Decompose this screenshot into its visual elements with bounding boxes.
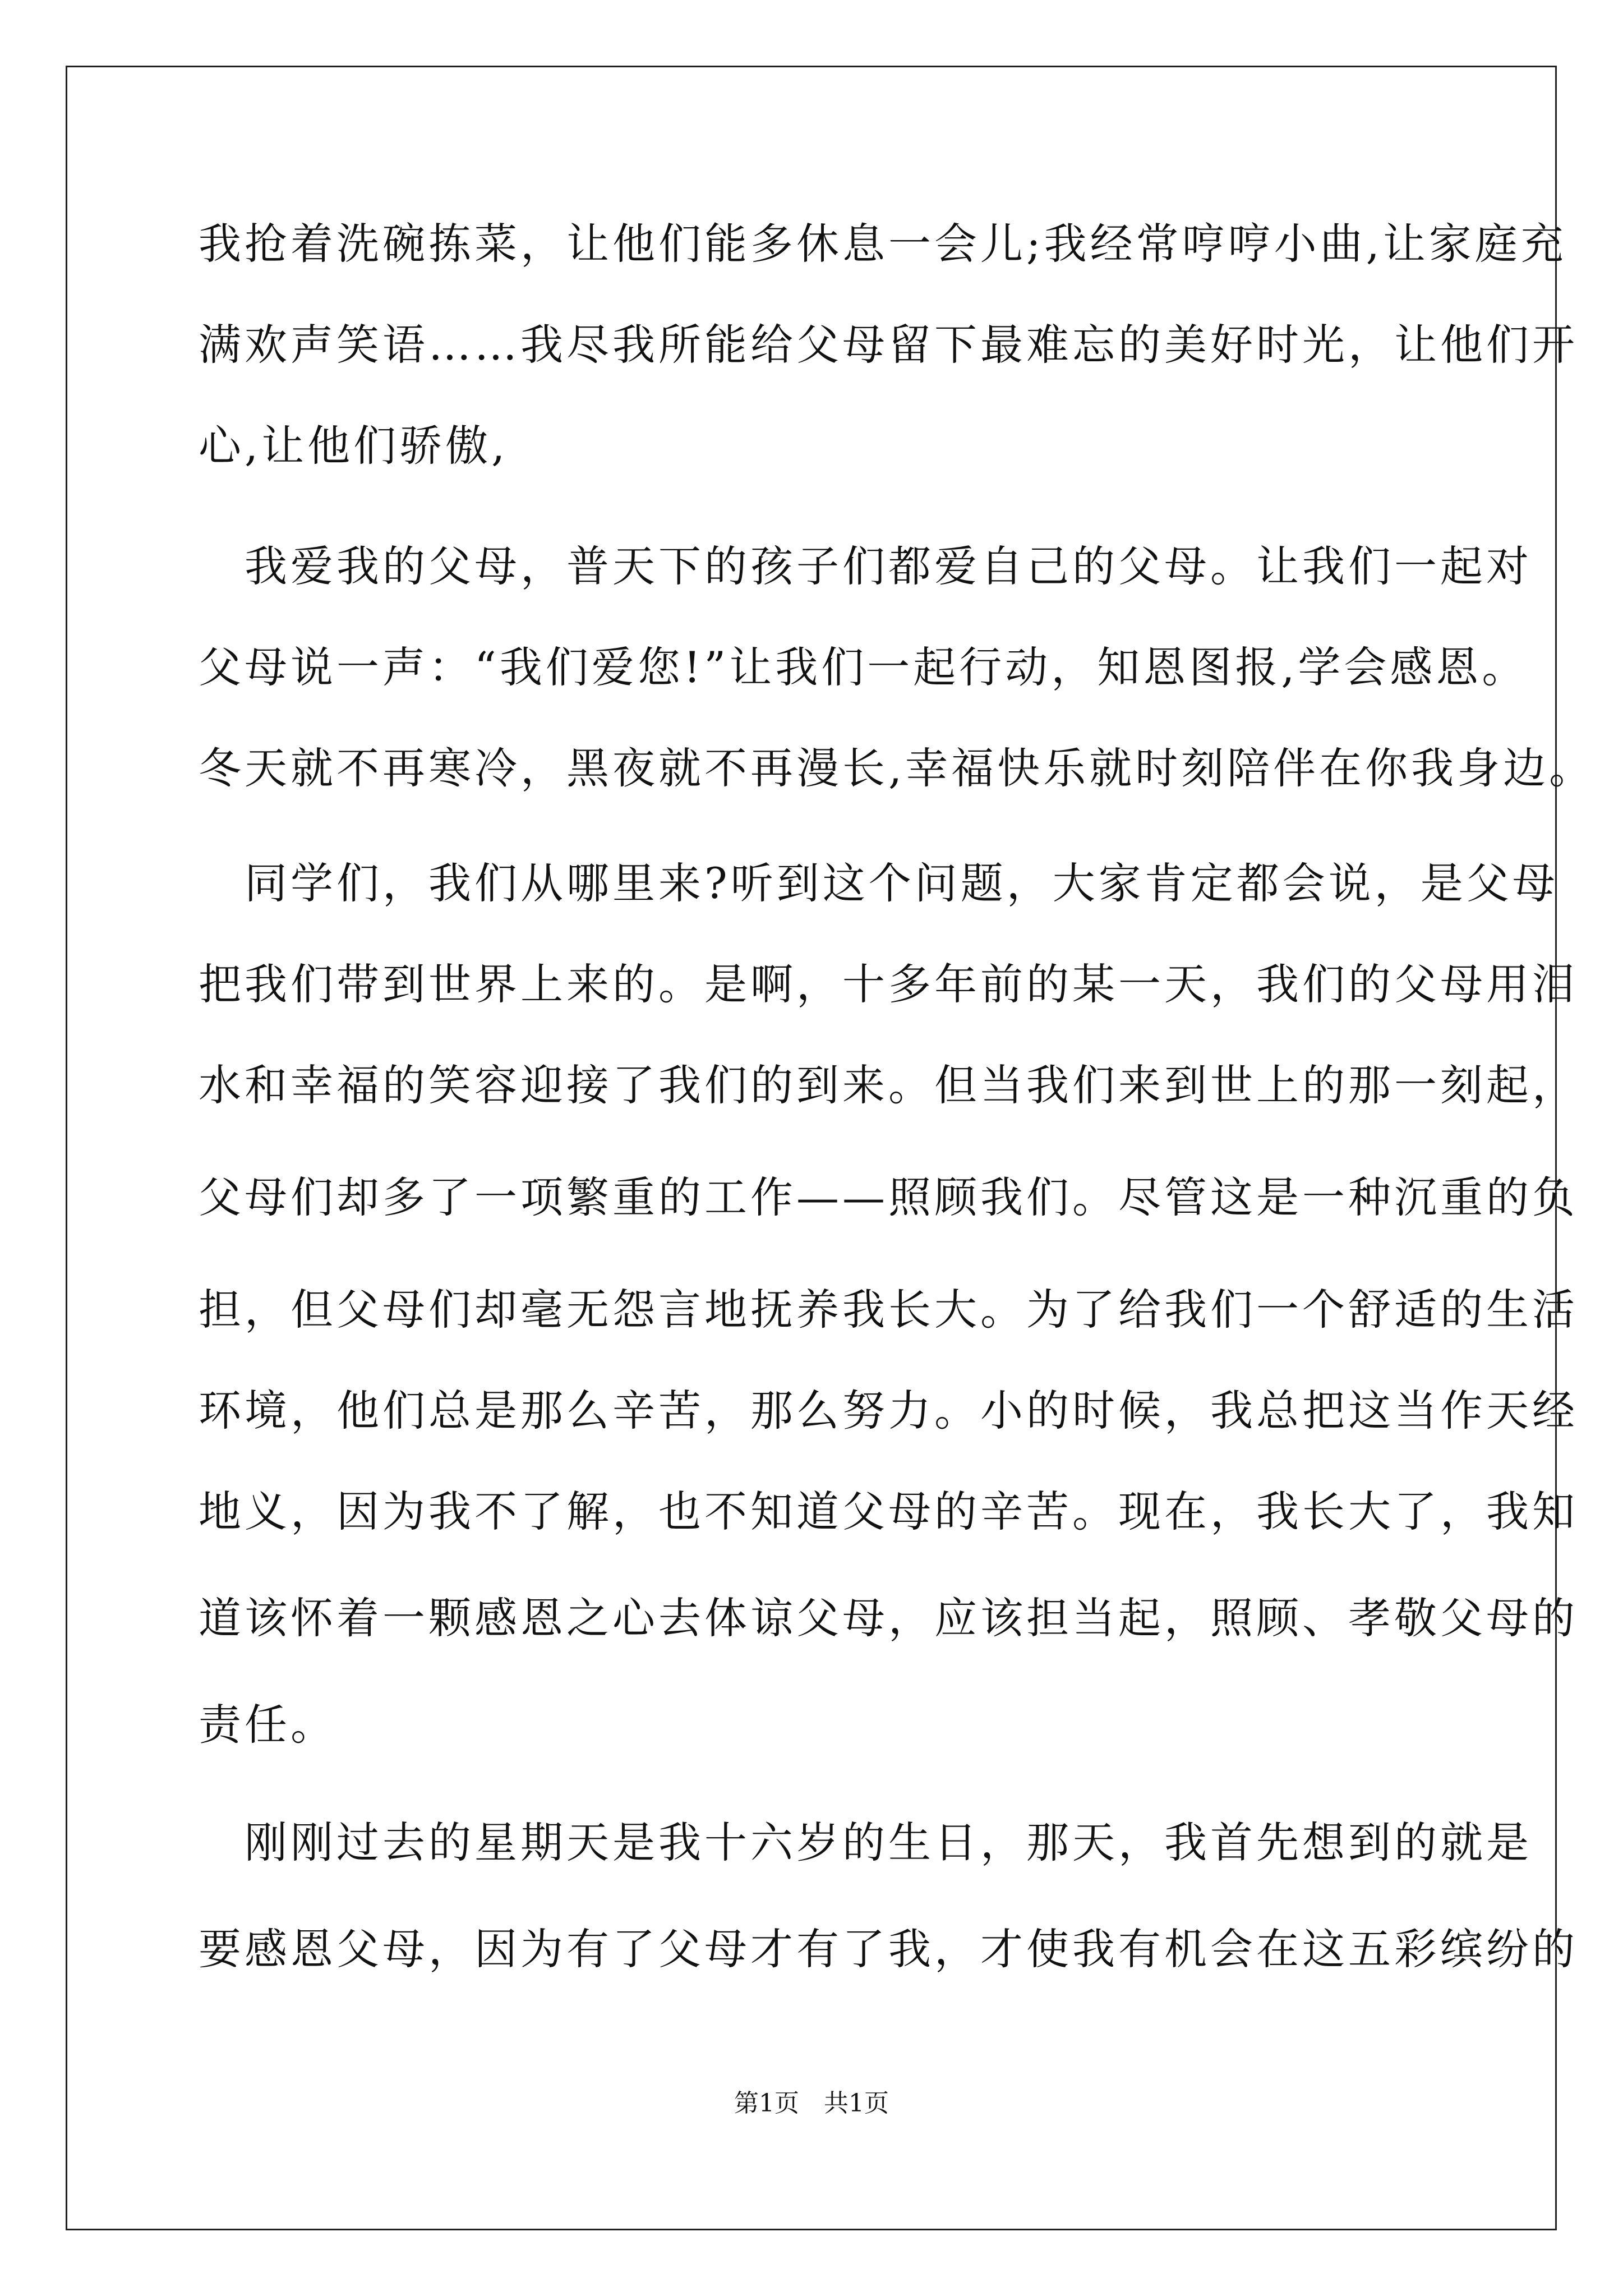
text-line: 刚刚过去的星期天是我十六岁的生日，那天，我首先想到的就是 xyxy=(199,1818,1532,1867)
text-line: 水和幸福的笑容迎接了我们的到来。但当我们来到世上的那一刻起， xyxy=(199,1060,1578,1110)
text-line: 我爱我的父母，普天下的孩子们都爱自己的父母。让我们一起对 xyxy=(199,541,1532,591)
text-line: 我抢着洗碗拣菜，让他们能多休息一会儿;我经常哼哼小曲,让家庭充 xyxy=(199,219,1567,269)
text-line: 责任。 xyxy=(199,1700,336,1750)
text-line: 要感恩父母，因为有了父母才有了我，才使我有机会在这五彩缤纷的 xyxy=(199,1924,1578,1974)
text-line: 心,让他们骄傲, xyxy=(199,421,509,471)
text-line: 地义，因为我不了解，也不知道父母的辛苦。现在，我长大了，我知 xyxy=(199,1487,1578,1536)
text-line: 把我们带到世界上来的。是啊，十多年前的某一天，我们的父母用泪 xyxy=(199,959,1578,1009)
text-line: 道该怀着一颗感恩之心去体谅父母，应该担当起，照顾、孝敬父母的 xyxy=(199,1593,1578,1643)
text-line: 父母说一声：“我们爱您!”让我们一起行动，知恩图报,学会感恩。 xyxy=(199,642,1528,692)
text-line: 父母们却多了一项繁重的工作——照顾我们。尽管这是一种沉重的负 xyxy=(199,1172,1578,1222)
text-line: 冬天就不再寒冷，黑夜就不再漫长,幸福快乐就时刻陪伴在你我身边。 xyxy=(199,743,1596,793)
text-line: 环境，他们总是那么辛苦，那么努力。小的时候，我总把这当作天经 xyxy=(199,1386,1578,1435)
text-line: 同学们，我们从哪里来?听到这个问题，大家肯定都会说，是父母 xyxy=(199,858,1559,908)
text-line: 担，但父母们却毫无怨言地抚养我长大。为了给我们一个舒适的生活 xyxy=(199,1285,1578,1335)
page-footer: 第1页 共1页 xyxy=(734,2089,889,2118)
page-border xyxy=(66,66,1557,2230)
text-line: 满欢声笑语……我尽我所能给父母留下最难忘的美好时光，让他们开 xyxy=(199,320,1578,370)
